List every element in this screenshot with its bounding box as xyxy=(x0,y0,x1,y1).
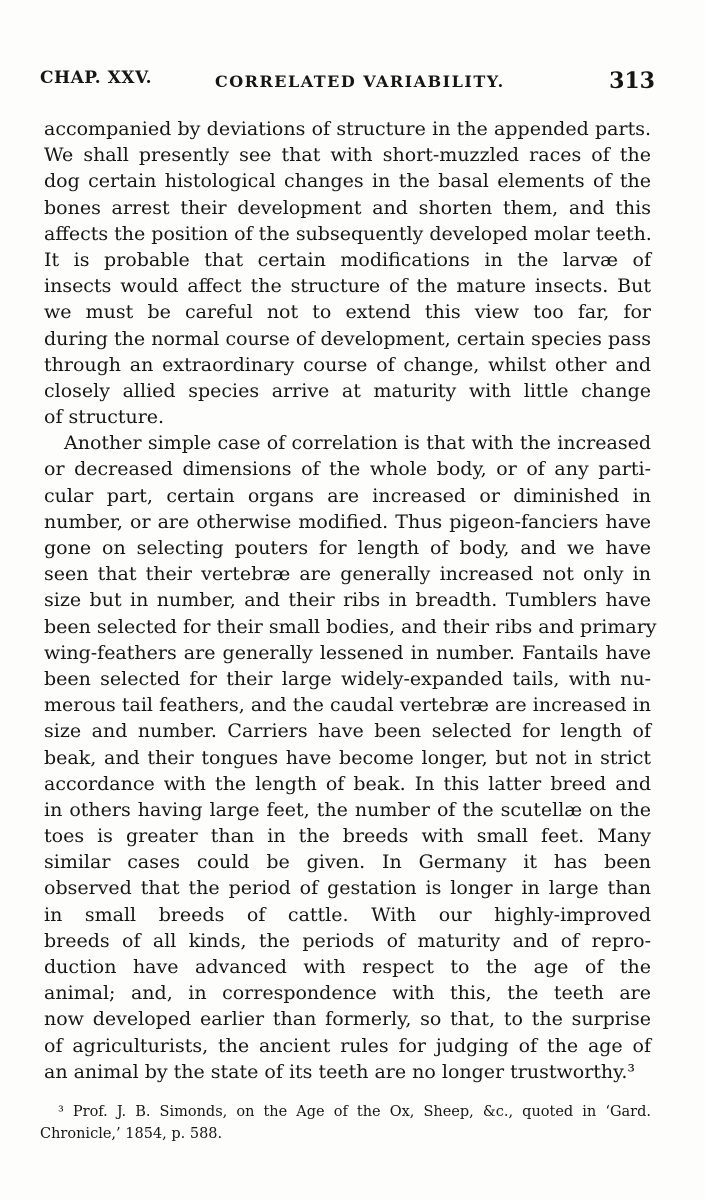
footnote xyxy=(40,1101,651,1145)
text-line: in others having large feet, the number of the scutellæ on the xyxy=(44,798,651,821)
text-line: bones arrest their development and shorten them, and this xyxy=(44,196,651,219)
text-line: insects would affect the structure of the mature insects. But xyxy=(44,275,651,298)
text-line: been selected for their small bodies, and their ribs and primary xyxy=(44,615,657,638)
text-line: dog certain histological changes in the basal elements of the xyxy=(44,170,651,193)
text-line: we must be careful not to extend this view too far, for xyxy=(44,301,651,324)
text-line: been selected for their large widely-expanded tails, with nu- xyxy=(44,667,651,690)
paragraph-end-line: an animal by the state of its teeth are no longer trustworthy.³ xyxy=(44,1060,636,1083)
text-line: toes is greater than in the breeds with small feet. Many xyxy=(44,825,651,848)
text-line: merous tail feathers, and the caudal vertebræ are increased in xyxy=(44,694,651,717)
text-line: gone on selecting pouters for length of body, and we have xyxy=(44,537,651,559)
text-line: duction have advanced with respect to the age of the xyxy=(44,956,651,978)
text-line: through an extraordinary course of change, whilst other and xyxy=(44,353,651,376)
text-line: observed that the period of gestation is longer in large than xyxy=(44,877,651,900)
text-line: in small breeds of cattle. With our highly-improved xyxy=(44,903,651,926)
chapter-label: CHAP. XXV. xyxy=(40,68,153,88)
text-line: affects the position of the subsequently developed molar teeth. xyxy=(44,222,652,245)
page-number: 313 xyxy=(609,68,655,94)
text-line: number, or are otherwise modified. Thus pigeon-fanciers have xyxy=(44,510,651,533)
text-line: seen that their vertebræ are generally increased not only in xyxy=(44,563,651,586)
text-line: of agriculturists, the ancient rules for judging of the age of xyxy=(44,1034,651,1057)
text-line: closely allied species arrive at maturity with little change xyxy=(44,379,651,402)
text-line: breeds of all kinds, the periods of maturity and of repro- xyxy=(44,929,651,952)
footnote-line: ³ Prof. J. B. Simonds, on the Age of the Ox, Sheep, &c., quoted in ‘Gard. xyxy=(58,1104,651,1120)
footnote-line: Chronicle,’ 1854, p. 588. xyxy=(40,1126,223,1142)
text-line: now developed earlier than formerly, so that, to the surprise xyxy=(44,1008,651,1031)
text-line: accompanied by deviations of structure in the appended parts. xyxy=(44,118,651,140)
text-line: size and number. Carriers have been selected for length of xyxy=(44,720,651,743)
paragraph-end-line: of structure. xyxy=(44,406,165,429)
text-line: wing-feathers are generally lessened in number. Fantails have xyxy=(44,641,651,664)
running-header xyxy=(40,68,655,98)
body-text xyxy=(44,116,657,1085)
paragraph-start-line: Another simple case of correlation is that with the increased xyxy=(64,432,651,455)
text-line: beak, and their tongues have become longer, but not in strict xyxy=(44,746,651,769)
text-line: accordance with the length of beak. In this latter breed and xyxy=(44,772,651,795)
running-title: CORRELATED VARIABILITY. xyxy=(215,72,505,91)
text-line: similar cases could be given. In Germany it has been xyxy=(44,851,651,874)
text-line: or decreased dimensions of the whole body, or of any parti- xyxy=(44,458,651,481)
text-line: during the normal course of development, certain species pass xyxy=(44,327,651,350)
text-line: animal; and, in correspondence with this, the teeth are xyxy=(44,982,651,1005)
text-line: size but in number, and their ribs in breadth. Tumblers have xyxy=(44,589,651,612)
text-line: We shall presently see that with short-muzzled races of the xyxy=(44,144,651,167)
text-line: cular part, certain organs are increased or diminished in xyxy=(44,484,651,507)
text-line: It is probable that certain modifications in the larvæ of xyxy=(44,248,651,271)
